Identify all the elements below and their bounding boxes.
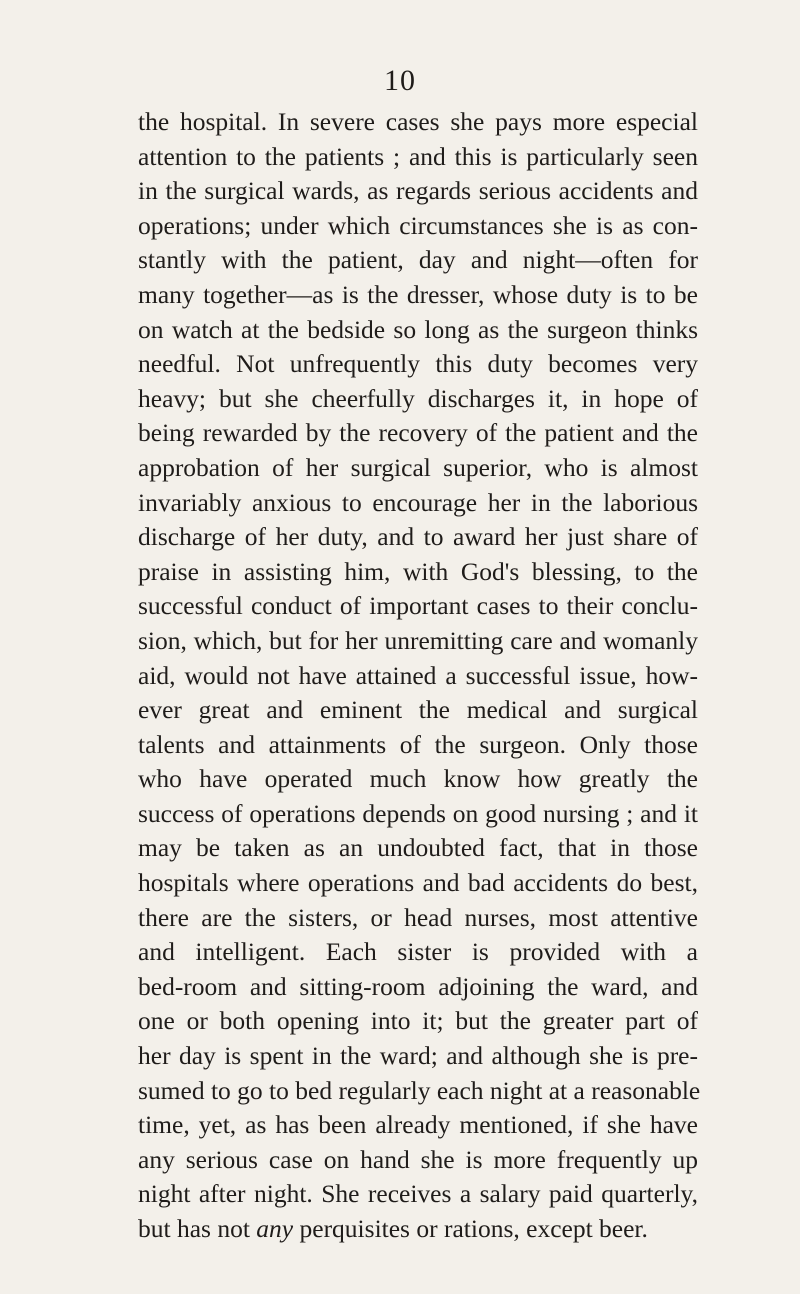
text-line: praise in assisting him, with God's blessing, to the: [138, 556, 698, 586]
text-line: sion, which, but for her unremitting care and womanly: [138, 625, 698, 655]
text-line: discharge of her duty, and to award her just share of: [138, 522, 698, 552]
text-line: attention to the patients ; and this is particularly seen: [138, 141, 698, 171]
text-line: needful. Not unfrequently this duty becomes very: [138, 349, 698, 379]
body-text: [138, 105, 701, 1247]
text-line: any serious case on hand she is more frequently up: [138, 1144, 698, 1174]
text-line: one or both opening into it; but the greater part of: [138, 1006, 698, 1036]
text-line: operations; under which circumstances she is as con-: [138, 210, 698, 240]
text-line: time, yet, as has been already mentioned, if she have: [138, 1110, 698, 1140]
page-number: 10: [384, 64, 416, 97]
text-line: approbation of her surgical superior, who is almost: [138, 452, 698, 482]
text-line: heavy; but she cheerfully discharges it, in hope of: [138, 383, 698, 413]
text-line-last: [138, 1212, 698, 1247]
text-line: her day is spent in the ward; and although she is pre-: [138, 1041, 698, 1071]
text-line: may be taken as an undoubted fact, that in those: [138, 833, 698, 863]
text-line: many together—as is the dresser, whose duty is to be: [138, 279, 698, 309]
text-line: who have operated much know how greatly the: [138, 764, 698, 794]
text-line: being rewarded by the recovery of the patient and the: [138, 418, 698, 448]
text-line: on watch at the bedside so long as the surgeon thinks: [138, 314, 698, 344]
last-line-end: perquisites or rations, except beer.: [293, 1214, 648, 1243]
text-line: there are the sisters, or head nurses, most attentive: [138, 902, 698, 932]
text-line: aid, would not have attained a successful issue, how-: [138, 660, 698, 690]
emphasis-any: any: [256, 1214, 294, 1243]
text-line: hospitals where operations and bad accidents do best,: [138, 868, 698, 898]
text-line: and intelligent. Each sister is provided with a: [138, 937, 698, 967]
last-line-start: but has not: [138, 1214, 257, 1243]
text-line: success of operations depends on good nursing ; and it: [138, 798, 698, 828]
text-line: night after night. She receives a salary paid quarterly,: [138, 1179, 698, 1209]
text-line: ever great and eminent the medical and surgical: [138, 695, 698, 725]
text-line: sumed to go to bed regularly each night at a reasonable: [138, 1075, 701, 1105]
text-line: in the surgical wards, as regards serious accidents and: [138, 176, 698, 206]
text-line: talents and attainments of the surgeon. Only those: [138, 729, 698, 759]
text-line: bed-room and sitting-room adjoining the ward, and: [138, 971, 698, 1001]
text-line: stantly with the patient, day and night—often for: [138, 245, 698, 275]
text-line: successful conduct of important cases to their conclu-: [138, 591, 698, 621]
text-line: invariably anxious to encourage her in the laborious: [138, 487, 698, 517]
text-line: the hospital. In severe cases she pays more especial: [138, 107, 698, 136]
